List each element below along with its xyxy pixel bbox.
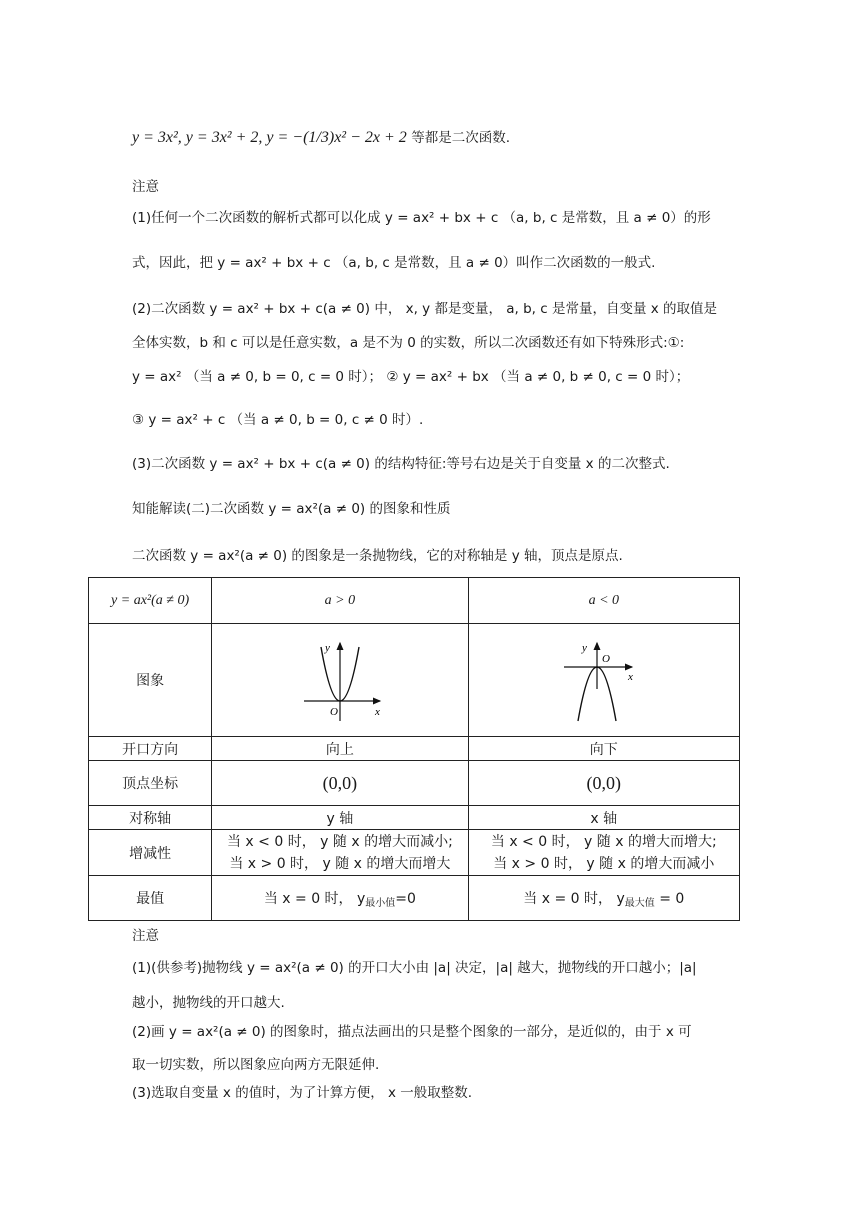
monotonicity-positive-line1: 当 x < 0 时， y 随 x 的增大而减小; (226, 833, 453, 850)
note1-title: 注意 (132, 179, 159, 195)
axis-y-label: y (324, 642, 330, 654)
extreme-positive-sub: 最小值 (365, 897, 396, 909)
note1-p2-line4: ③ y = ax² + c （当 a ≠ 0, b = 0, c ≠ 0 时）. (132, 412, 424, 428)
header-function: y = ax²(a ≠ 0) (89, 578, 212, 624)
extreme-negative (468, 876, 739, 921)
graph-upward-cell (212, 624, 468, 737)
table-row-extreme (89, 876, 740, 921)
note2-p1-line2: 越小，抛物线的开口越大. (132, 995, 285, 1011)
section-intro: 二次函数 y = ax²(a ≠ 0) 的图象是一条抛物线，它的对称轴是 y 轴，顶点是原点. (132, 548, 623, 564)
monotonicity-negative (468, 830, 739, 876)
parabola-down-graph (554, 637, 654, 723)
monotonicity-positive-line2: 当 x > 0 时， y 随 x 的增大而增大 (229, 855, 451, 872)
intro-formula: y = 3x², y = 3x² + 2, y = −(1/3)x² − 2x + 2 (132, 129, 407, 146)
monotonicity-negative-line2: 当 x > 0 时， y 随 x 的增大而减小 (493, 855, 715, 872)
table-row-opening (89, 737, 740, 761)
intro-line (132, 127, 510, 149)
table-row-monotonicity (89, 830, 740, 876)
parabola-up-graph (290, 637, 390, 723)
monotonicity-positive (212, 830, 468, 876)
extreme-negative-value: = 0 (654, 890, 685, 907)
header-negative: a < 0 (468, 578, 739, 624)
opening-positive: 向上 (212, 737, 468, 761)
vertex-negative: (0,0) (468, 761, 739, 806)
vertex-positive: (0,0) (212, 761, 468, 806)
note2-p1-line1: (1)(供参考)抛物线 y = ax²(a ≠ 0) 的开口大小由 |a| 决定，|a| 越大，抛物线的开口越小；|a| (132, 960, 697, 976)
extreme-positive-prefix: 当 x = 0 时， y (263, 890, 366, 907)
note2-p2-line1: (2)画 y = ax²(a ≠ 0) 的图象时，描点法画出的只是整个图象的一部分，是近似的，由于 x 可 (132, 1024, 692, 1040)
intro-suffix: 等都是二次函数. (411, 130, 511, 146)
properties-table (88, 577, 740, 921)
row-label: 开口方向 (89, 737, 212, 761)
note2-p3: (3)选取自变量 x 的值时，为了计算方便， x 一般取整数. (132, 1085, 473, 1101)
extreme-negative-sub: 最大值 (624, 897, 655, 909)
graph-label: 图象 (89, 624, 212, 737)
axis-x-label: x (374, 706, 380, 718)
monotonicity-negative-line1: 当 x < 0 时， y 随 x 的增大而增大; (490, 833, 717, 850)
table-row-axis (89, 806, 740, 830)
axis-positive: y 轴 (212, 806, 468, 830)
note2-p2-line2: 取一切实数，所以图象应向两方无限延伸. (132, 1057, 380, 1073)
graph-downward-cell (468, 624, 739, 737)
row-label: 最值 (89, 876, 212, 921)
extreme-positive (212, 876, 468, 921)
table-row-vertex (89, 761, 740, 806)
section-heading: 知能解读(二)二次函数 y = ax²(a ≠ 0) 的图象和性质 (132, 501, 451, 517)
note2-title: 注意 (132, 928, 159, 944)
table-header-row (89, 578, 740, 624)
axis-negative: x 轴 (468, 806, 739, 830)
opening-negative: 向下 (468, 737, 739, 761)
origin-label: O (329, 706, 338, 718)
note1-p1-line2: 式，因此，把 y = ax² + bx + c （a, b, c 是常数，且 a ≠ 0）叫作二次函数的一般式. (132, 255, 656, 271)
row-label: 增减性 (89, 830, 212, 876)
note1-p1-line1: (1)任何一个二次函数的解析式都可以化成 y = ax² + bx + c （a, b, c 是常数，且 a ≠ 0）的形 (132, 210, 711, 226)
axis-y-label: y (581, 642, 587, 654)
note1-p2-line3: y = ax² （当 a ≠ 0, b = 0, c = 0 时）； ② y = ax² + bx （当 a ≠ 0, b ≠ 0, c = 0 时）； (132, 369, 690, 385)
note1-p2-line2: 全体实数，b 和 c 可以是任意实数，a 是不为 0 的实数，所以二次函数还有如下特殊形式:①: (132, 335, 685, 351)
header-positive: a > 0 (212, 578, 468, 624)
extreme-negative-prefix: 当 x = 0 时， y (523, 890, 625, 907)
row-label: 顶点坐标 (89, 761, 212, 806)
row-label: 对称轴 (89, 806, 212, 830)
extreme-positive-value: =0 (395, 890, 416, 907)
origin-label: O (601, 653, 610, 665)
note1-p3: (3)二次函数 y = ax² + bx + c(a ≠ 0) 的结构特征:等号右边是关于自变量 x 的二次整式. (132, 456, 670, 472)
axis-x-label: x (627, 671, 633, 683)
note1-p2-line1: (2)二次函数 y = ax² + bx + c(a ≠ 0) 中， x, y 都是变量， a, b, c 是常量，自变量 x 的取值是 (132, 301, 718, 317)
table-row-graph (89, 624, 740, 737)
